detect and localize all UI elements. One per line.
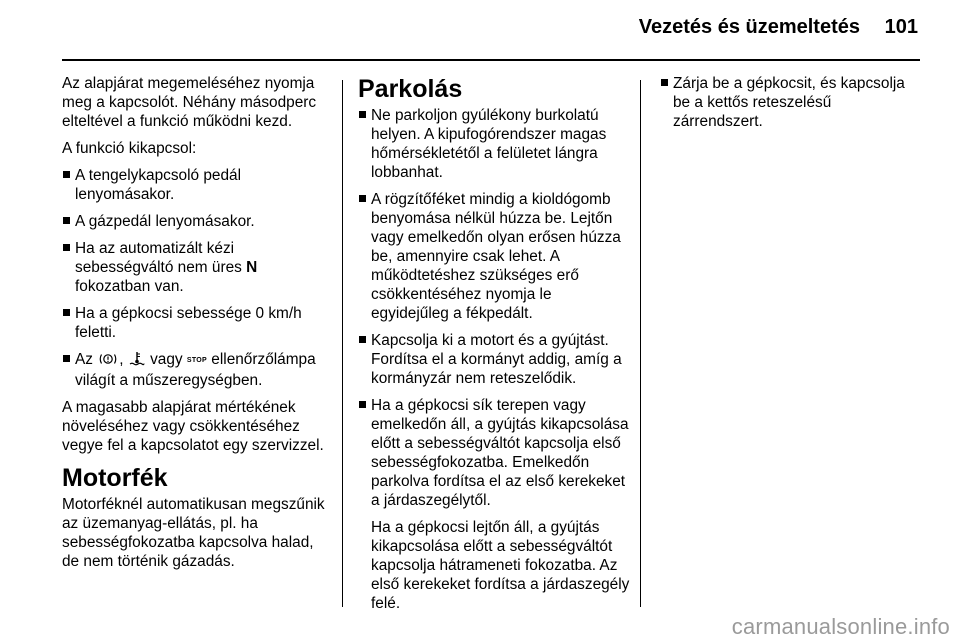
paragraph: A funkció kikapcsol: (62, 140, 197, 157)
list-item (62, 350, 332, 390)
bullet-list (62, 166, 332, 390)
list-item-text: , (119, 351, 128, 368)
list-item-text: ellenőrzőlámpa világít a műszeregységben. (75, 351, 316, 389)
list-item: A gázpedál lenyomásakor. (62, 212, 332, 231)
list-item: Kapcsolja ki a motort és a gyújtást. Fordítsa el a kormányt addig, amíg a kormányzár nem reteszelődik. (358, 331, 630, 388)
column-divider-1 (342, 80, 343, 607)
list-item: Ha a gépkocsi sík terepen vagy emelkedőn áll, a gyújtás kikapcsolása előtt a sebességváltót kapcsolja első sebességfokozatba. Emelkedőn parkolva fordítsa el az első kerekeket a járdaszegélytől. (358, 396, 630, 510)
list-item: A tengelykapcsoló pedál lenyomásakor. (62, 166, 332, 204)
gear-letter: N (246, 259, 258, 276)
paragraph: Az alapjárat megemeléséhez nyomja meg a kapcsolót. Néhány másodperc elteltével a funkció működni kezd. (62, 75, 317, 130)
column-1 (62, 74, 332, 579)
list-item-text: Ha az automatizált kézi sebességváltó nem üres (75, 240, 247, 276)
list-item: Zárja be a gépkocsit, és kapcsolja be a kettős reteszelésű zárrendszert. (660, 74, 922, 131)
paragraph: Motorféknél automatikusan megszűnik az üzemanyag-ellátás, pl. ha sebességfokozatba kapcsolva halad, de nem történik gázadás. (62, 496, 325, 570)
bullet-list (660, 74, 922, 131)
list-item-text: Az (75, 351, 98, 368)
list-item: A rögzítőféket mindig a kioldógomb benyomása nélkül húzza be. Lejtőn vagy emelkedőn olyan erősen húzza be, amennyire csak lehet. A működtetéshez szükséges erő csökkentéséhez nyomja le egyidejűleg a fékpedált. (358, 190, 630, 323)
page-header (62, 0, 920, 60)
section-heading-parkolas: Parkolás (358, 75, 463, 103)
list-item: Ne parkoljon gyúlékony burkolatú helyen. A kipufogórendszer magas hőmérsékletétől a felületet lángra lobbanhat. (358, 106, 630, 182)
list-item: Ha a gépkocsi sebessége 0 km/h feletti. (62, 304, 332, 342)
header-rule (62, 59, 920, 61)
watermark: carmanualsonline.info (731, 614, 950, 639)
column-divider-2 (640, 80, 641, 607)
page-number: 101 (884, 16, 918, 38)
list-item-text: fokozatban van. (75, 278, 184, 295)
paragraph: A magasabb alapjárat mértékének növeléséhez vagy csökkentéséhez vegye fel a kapcsolatot egy szervizzel. (62, 399, 324, 454)
section-heading-motorfek: Motorfék (62, 464, 168, 492)
stop-icon: STOP (186, 357, 208, 364)
bullet-list (358, 106, 630, 613)
list-item (62, 239, 332, 296)
list-item-text: vagy (145, 351, 187, 368)
column-2 (358, 74, 630, 621)
list-item-continuation: Ha a gépkocsi lejtőn áll, a gyújtás kikapcsolása előtt a sebességváltót kapcsolja hátrameneti fokozatba. Az első kerekeket fordítsa a járdaszegély felé. (371, 519, 630, 612)
column-3 (660, 74, 922, 139)
brake-warning-icon (98, 352, 118, 371)
chapter-title: Vezetés és üzemeltetés (638, 16, 860, 38)
coolant-temperature-icon (129, 351, 145, 371)
